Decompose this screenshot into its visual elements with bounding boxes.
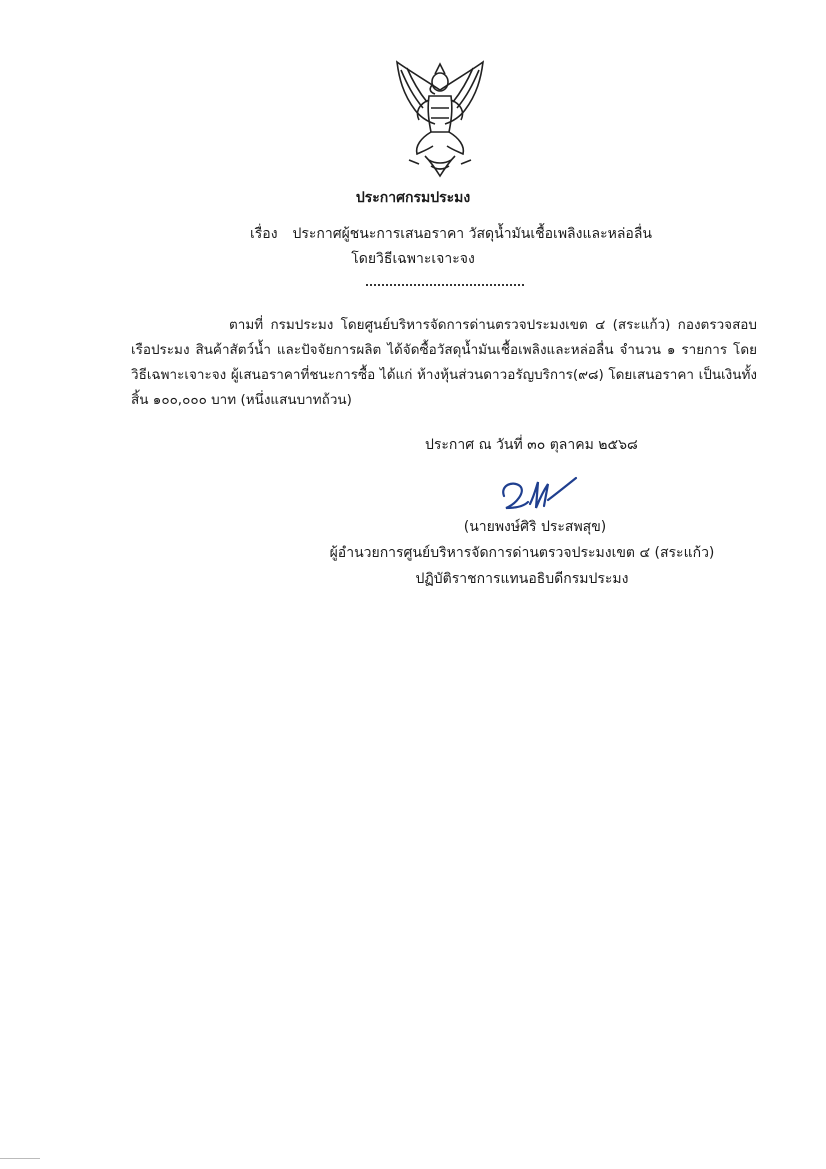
signature-image	[490, 474, 580, 516]
body-paragraph	[131, 313, 757, 413]
body-paragraph-text: ตามที่ กรมประมง โดยศูนย์บริหารจัดการด่านตรวจประมงเขต ๔ (สระแก้ว) กองตรวจสอบเรือประมง สินค้าสัตว์น้ำ และปัจจัยการผลิต ได้จัดซื้อวัสดุน้ำมันเชื้อเพลิงและหล่อลื่น จำนวน ๑ รายการ โดยวิธีเฉพาะเจาะจง ผู้เสนอราคาที่ชนะการซื้อ ได้แก่ ห้างหุ้นส่วนดาวอรัญบริการ(๙๘) โดยเสนอราคา เป็นเงินทั้งสิ้น ๑๐๐,๐๐๐ บาท (หนึ่งแสนบาทถ้วน)	[131, 317, 757, 408]
garuda-emblem-icon	[385, 60, 495, 178]
signer-name: (นายพงษ์ศิริ ประสพสุข)	[463, 519, 607, 535]
announcement-date: ประกาศ ณ วันที่ ๓๐ ตุลาคม ๒๕๖๘	[425, 437, 638, 453]
document-title: ประกาศกรมประมง	[355, 190, 471, 206]
signer-position: ผู้อำนวยการศูนย์บริหารจัดการด่านตรวจประมงเขต ๔ (สระแก้ว)	[329, 545, 715, 561]
subject-label: เรื่อง	[250, 226, 278, 242]
subject-method: โดยวิธีเฉพาะเจาะจง	[351, 251, 475, 267]
subject-row	[250, 223, 652, 245]
subject-text: ประกาศผู้ชนะการเสนอราคา วัสดุน้ำมันเชื้อเพลิงและหล่อลื่น	[292, 226, 652, 242]
scan-edge-mark	[0, 1158, 40, 1159]
dotted-divider	[366, 284, 524, 286]
signer-acting-on-behalf: ปฏิบัติราชการแทนอธิบดีกรมประมง	[415, 571, 629, 587]
